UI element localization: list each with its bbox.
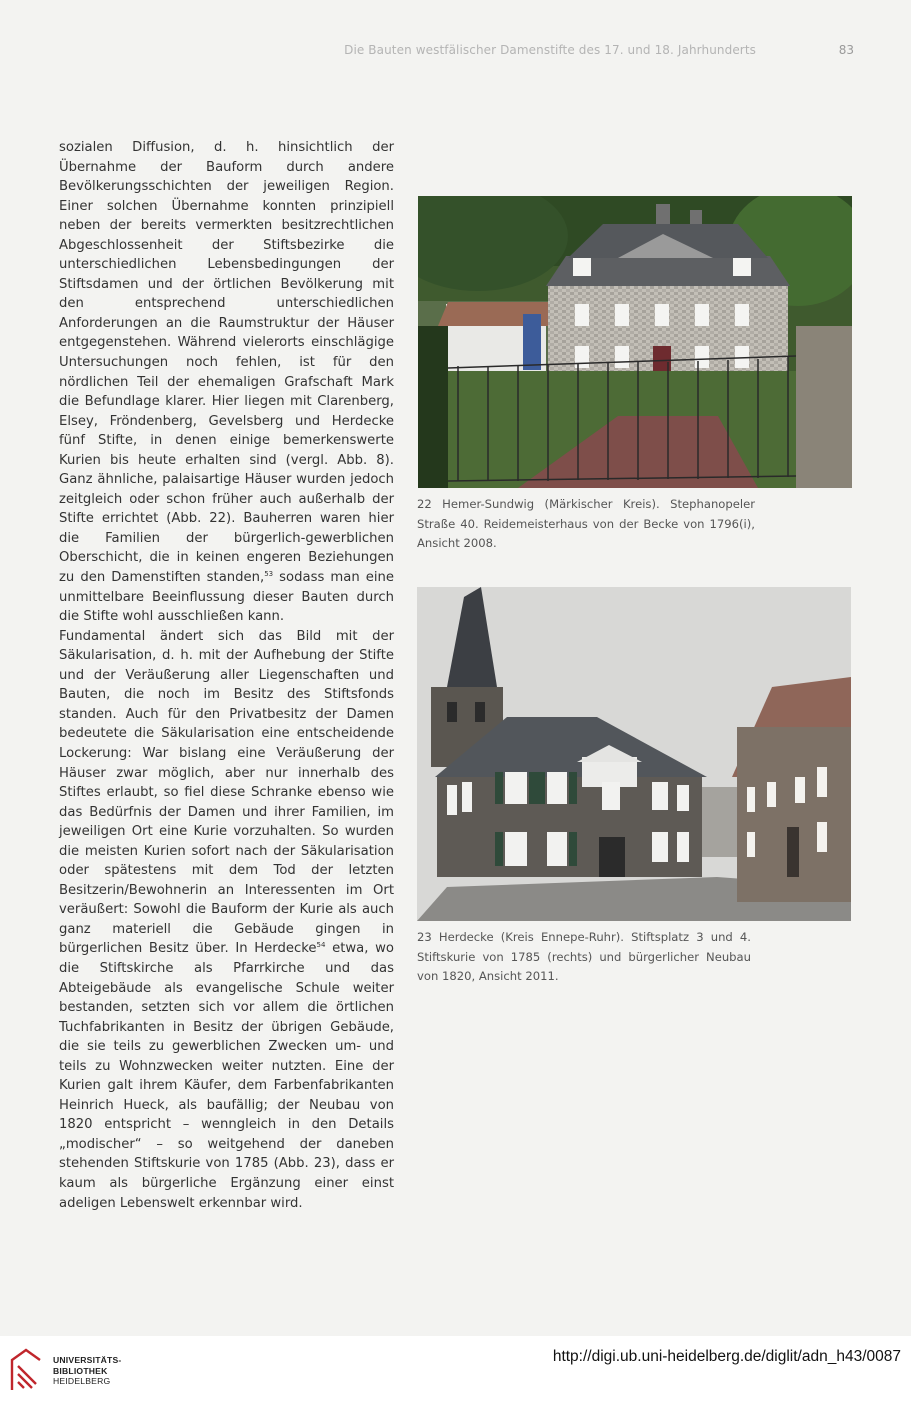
library-name-line-3: HEIDELBERG: [53, 1376, 111, 1386]
figure-23-caption: 23 Herdecke (Kreis Ennepe-Ruhr). Stiftsplatz 3 und 4. Stiftskurie von 1785 (rechts) und bürgerlicher Neubau von 1820, Ansicht 2011.: [417, 930, 751, 984]
figure-23-photo: [417, 587, 851, 921]
figure-22-caption: 22 Hemer-Sundwig (Märkischer Kreis). Stephanopeler Straße 40. Reidemeisterhaus von der Becke von 1796(i), Ansicht 2008.: [417, 497, 755, 551]
paragraph-1-text-cont: sodass man eine unmittelbare Beeinflussung dieser Bauten durch die Stifte wohl ausschließen kann.: [59, 570, 395, 625]
paragraph-1-text: sozialen Diffusion, d. h. hinsichtlich der Übernahme der Bauform durch andere Bevölkerungsschichten der jeweiligen Region. Einer solchen Übernahme konnten prinzipiell neben der bereits vermerkten besitzrechtlichen Abgeschlossenheit der Stiftsbezirke die unterschiedlichen Lebensbedingungen der Stiftsdamen und der örtlichen Bevölkerung mit den entsprechend unterschiedlichen Anforderungen an die Raumstruktur der Häuser entgegenstehen. Während vielerorts einschlägige Untersuchungen noch fehlen, ist für den nördlichen Teil der ehemaligen Grafschaft Mark die Befundlage klarer. Hier liegen mit Clarenberg, Elsey, Fröndenberg, Gevelsberg und Herdecke fünf Stifte, in denen einige bemerkenswerte Kurien bis heute erhalten sind (vergl. Abb. 8). Ganz ähnliche, palaisartige Häuser wurden jedoch zeitgleich oder schon früher auch außerhalb der Stifte errichtet (Abb. 22). Bauherren waren hier die Familien der bürgerlich-gewerblichen Oberschicht, die in keinen engeren Beziehungen zu den Damenstiften standen,: [59, 140, 394, 586]
library-logo-icon[interactable]: [10, 1346, 44, 1392]
running-title: Die Bauten westfälischer Damenstifte des 17. und 18. Jahrhunderts: [344, 43, 756, 57]
footnote-ref-54[interactable]: 54: [316, 941, 326, 950]
page-number: 83: [838, 43, 854, 57]
viewer-footer: [0, 1336, 911, 1402]
footnote-ref-53[interactable]: 53: [264, 570, 274, 579]
library-name-line-1: UNIVERSITÄTS-: [53, 1355, 122, 1365]
figure-22-photo: [418, 196, 852, 488]
paragraph-1: [59, 138, 394, 627]
library-name-line-2: BIBLIOTHEK: [53, 1365, 108, 1376]
paragraph-2-text-cont: etwa, wo die Stiftskirche als Pfarrkirche und das Abteigebäude als evangelische Schule weiter bestanden, setzten sich vor allem die örtlichen Tuchfabrikanten in Besitz der übrigen Gebäude, die sie teils zu gewerblichen Zwecken um- und teils zu Wohnzwecken weiter nutzten. Eine der Kurien galt ihrem Käufer, dem Farbenfabrikanten Heinrich Hueck, als baufällig; der Neubau von 1820 entspricht – wenngleich in den Details „modischer“ – so weitgehend der daneben stehenden Stiftskurie von 1785 (Abb. 23), dass er kaum als bürgerliche Ergänzung einer einst adeligen Lebenswelt erkennbar wird.: [59, 941, 394, 1211]
paragraph-2-text: Fundamental ändert sich das Bild mit der Säkularisation, d. h. mit der Aufhebung der Stifte und der Veräußerung aller Liegenschaften und Bauten, die noch im Besitz des Stiftsfonds standen. Auch für den Privatbesitz der Damen bedeutete die Säkularisation eine entscheidende Lockerung: War bislang eine Veräußerung der Häuser zwar möglich, aber nur innerhalb des Stiftes erlaubt, so fiel diese Schranke ebenso wie das Bedürfnis der Damen und ihrer Familien, im jeweiligen Ort eine Kurie vorzuhalten. So wurden die meisten Kurien sofort nach der Säkularisation oder spätestens mit dem Tod der letzten Besitzerin/Bewohnerin an Interessenten im Ort veräußert: Sowohl die Bauform der Kurie als auch ganz materiell die Gebäude gingen in bürgerlichen Besitz über. In Herdecke: [59, 628, 394, 957]
permalink-url[interactable]: http://digi.ub.uni-heidelberg.de/diglit/adn_h43/0087: [552, 1348, 901, 1365]
library-name: [53, 1355, 122, 1387]
paragraph-2: [59, 627, 394, 1213]
body-text-column: [59, 138, 394, 1213]
